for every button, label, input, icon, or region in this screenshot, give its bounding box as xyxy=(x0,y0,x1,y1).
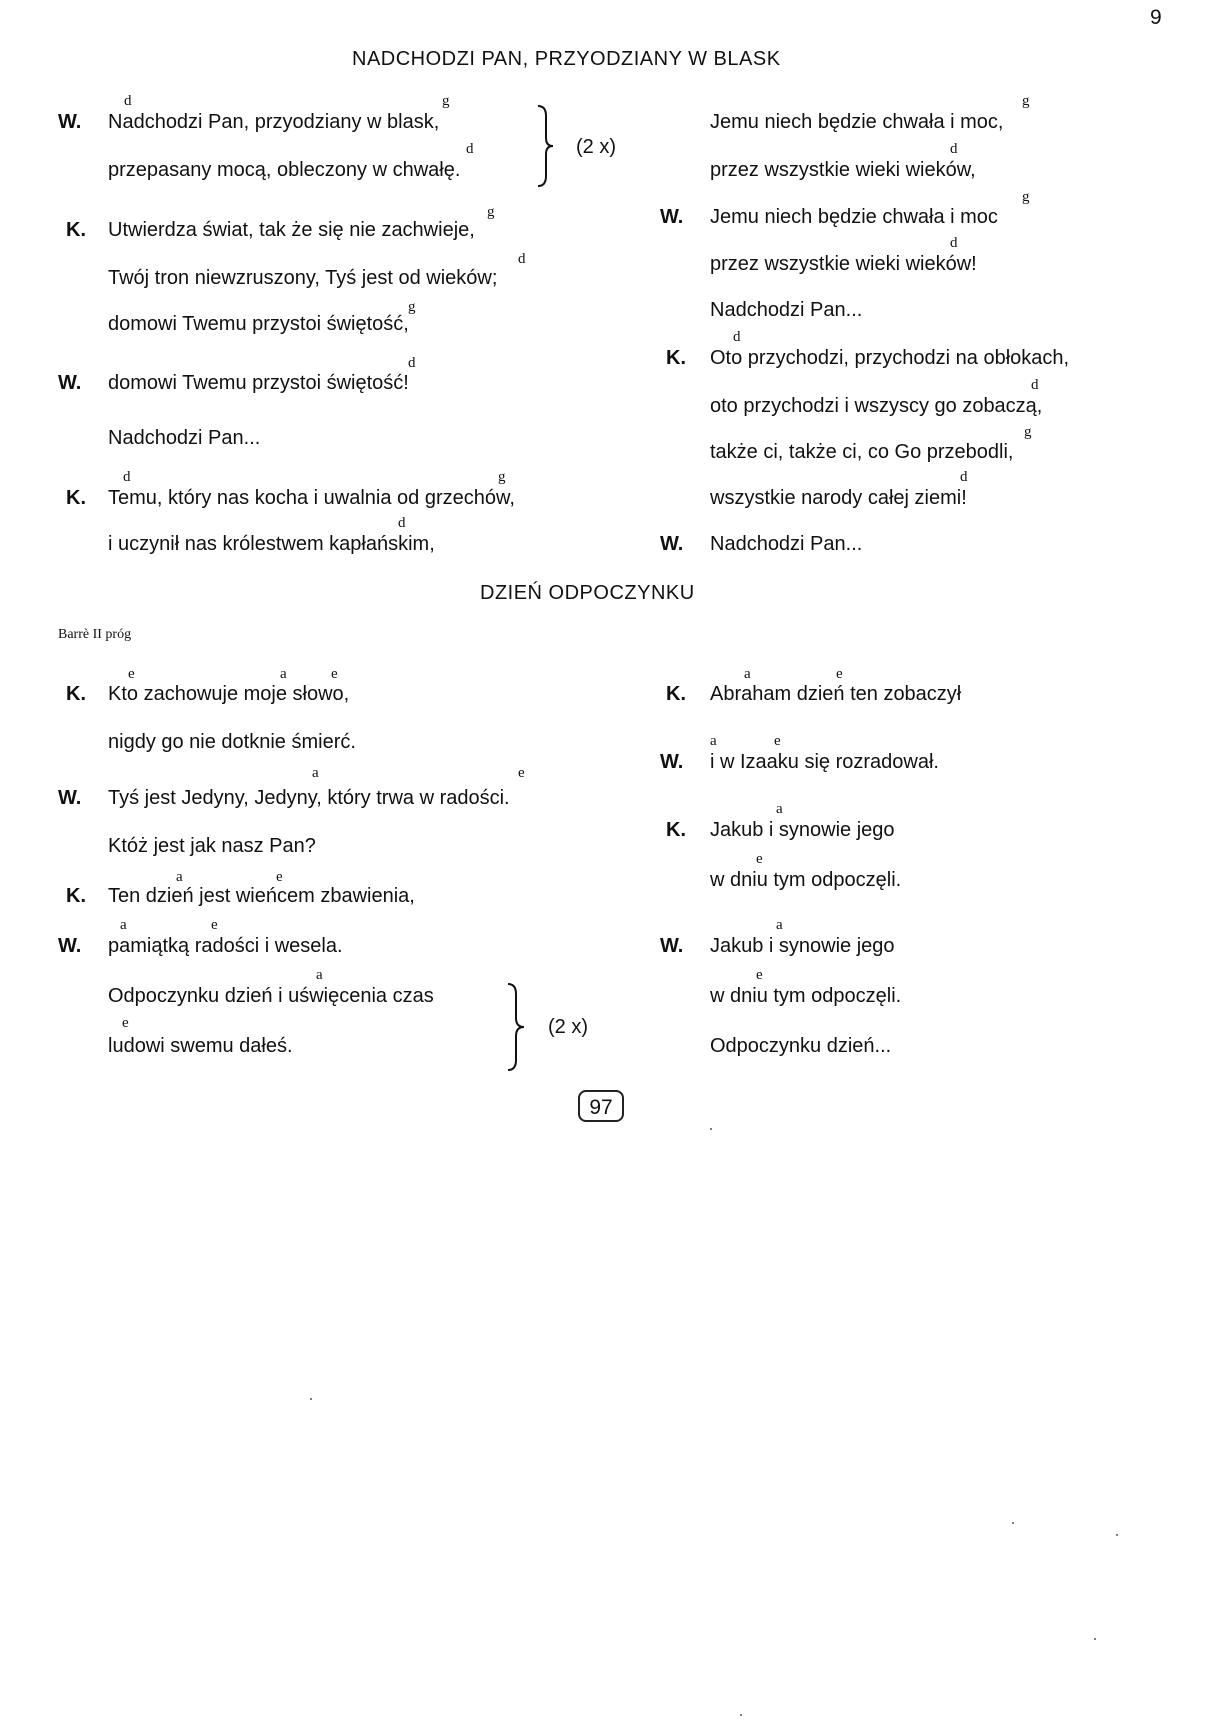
chord-marker: d xyxy=(950,141,958,157)
lyric-line: nigdy go nie dotknie śmierć. xyxy=(108,731,356,753)
chord-marker: d xyxy=(518,251,526,267)
chord-marker: e xyxy=(211,917,218,933)
speaker-label: K. xyxy=(66,487,86,509)
chord-marker: a xyxy=(710,733,717,749)
lyric-line: Nadchodzi Pan... xyxy=(108,427,261,449)
chord-marker: d xyxy=(123,469,131,485)
song-title-nadchodzi-pan: NADCHODZI PAN, PRZYODZIANY W BLASK xyxy=(352,48,781,70)
lyric-line: pamiątką radości i wesela. xyxy=(108,935,343,957)
chord-marker: g xyxy=(498,469,506,485)
repeat-marker: (2 x) xyxy=(548,1016,588,1038)
scan-speck xyxy=(1094,1638,1096,1640)
lyric-line: Ten dzień jest wieńcem zbawienia, xyxy=(108,885,415,907)
lyric-line: Tyś jest Jedyny, Jedyny, który trwa w radości. xyxy=(108,787,510,809)
lyric-line: Abraham dzień ten zobaczył xyxy=(710,683,962,705)
speaker-label: K. xyxy=(666,347,686,369)
scan-speck xyxy=(1116,1534,1118,1536)
chord-marker: e xyxy=(122,1015,129,1031)
repeat-brace xyxy=(506,982,528,1072)
scan-speck xyxy=(310,1398,312,1400)
chord-marker: g xyxy=(408,299,416,315)
chord-marker: a xyxy=(776,801,783,817)
lyric-line: Nadchodzi Pan... xyxy=(710,299,863,321)
chord-marker: d xyxy=(124,93,132,109)
lyric-line: przepasany mocą, obleczony w chwałę. xyxy=(108,159,461,181)
chord-marker: a xyxy=(312,765,319,781)
chord-marker: e xyxy=(276,869,283,885)
scan-speck xyxy=(740,1714,742,1716)
chord-marker: a xyxy=(744,666,751,682)
speaker-label: K. xyxy=(66,219,86,241)
repeat-brace xyxy=(536,104,556,188)
lyric-line: przez wszystkie wieki wieków, xyxy=(710,159,976,181)
chord-marker: e xyxy=(518,765,525,781)
lyric-line: Jemu niech będzie chwała i moc, xyxy=(710,111,1004,133)
page-number-bottom: 97 xyxy=(578,1090,624,1122)
lyric-line: domowi Twemu przystoi świętość! xyxy=(108,372,409,394)
lyric-line: Nadchodzi Pan... xyxy=(710,533,863,555)
chord-marker: e xyxy=(128,666,135,682)
lyric-line: w dniu tym odpoczęli. xyxy=(710,985,902,1007)
lyric-line: oto przychodzi i wszyscy go zobaczą, xyxy=(710,395,1043,417)
chord-marker: e xyxy=(756,851,763,867)
lyric-line: Kto zachowuje moje słowo, xyxy=(108,683,350,705)
chord-marker: d xyxy=(466,141,474,157)
chord-marker: a xyxy=(176,869,183,885)
scan-speck xyxy=(710,1128,712,1130)
speaker-label: K. xyxy=(66,683,86,705)
lyric-line: Nadchodzi Pan, przyodziany w blask, xyxy=(108,111,440,133)
chord-marker: e xyxy=(756,967,763,983)
chord-marker: e xyxy=(836,666,843,682)
chord-marker: g xyxy=(442,93,450,109)
chord-marker: d xyxy=(960,469,968,485)
lyric-line: Któż jest jak nasz Pan? xyxy=(108,835,316,857)
chord-marker: d xyxy=(1031,377,1039,393)
speaker-label: W. xyxy=(58,787,82,809)
speaker-label: W. xyxy=(660,533,684,555)
lyric-line: w dniu tym odpoczęli. xyxy=(710,869,902,891)
speaker-label: W. xyxy=(58,111,82,133)
song-title-dzien-odpoczynku: DZIEŃ ODPOCZYNKU xyxy=(480,582,695,604)
chord-marker: d xyxy=(398,515,406,531)
lyric-line: domowi Twemu przystoi świętość, xyxy=(108,313,409,335)
chord-marker: a xyxy=(280,666,287,682)
chord-marker: g xyxy=(1022,93,1030,109)
lyric-line: i w Izaaku się rozradował. xyxy=(710,751,939,773)
lyric-line: i uczynił nas królestwem kapłańskim, xyxy=(108,533,435,555)
chord-marker: e xyxy=(774,733,781,749)
lyric-line: Twój tron niewzruszony, Tyś jest od wieków; xyxy=(108,267,498,289)
speaker-label: W. xyxy=(660,935,684,957)
lyric-line: Jemu niech będzie chwała i moc xyxy=(710,206,998,228)
lyric-line: Odpoczynku dzień... xyxy=(710,1035,892,1057)
chord-marker: d xyxy=(408,355,416,371)
capo-note: Barrè II próg xyxy=(58,627,132,642)
lyric-line: przez wszystkie wieki wieków! xyxy=(710,253,977,275)
lyric-line: Oto przychodzi, przychodzi na obłokach, xyxy=(710,347,1070,369)
speaker-label: W. xyxy=(660,751,684,773)
chord-marker: g xyxy=(487,204,495,220)
lyric-line: ludowi swemu dałeś. xyxy=(108,1035,293,1057)
lyric-line: także ci, także ci, co Go przebodli, xyxy=(710,441,1014,463)
speaker-label: K. xyxy=(66,885,86,907)
lyric-line: Jakub i synowie jego xyxy=(710,819,895,841)
chord-marker: g xyxy=(1022,189,1030,205)
page-number-top: 9 xyxy=(1150,6,1162,29)
speaker-label: K. xyxy=(666,683,686,705)
chord-marker: a xyxy=(776,917,783,933)
speaker-label: K. xyxy=(666,819,686,841)
chord-marker: d xyxy=(950,235,958,251)
lyric-line: wszystkie narody całej ziemi! xyxy=(710,487,967,509)
scan-speck xyxy=(1012,1522,1014,1524)
lyric-line: Temu, który nas kocha i uwalnia od grzechów, xyxy=(108,487,515,509)
chord-marker: d xyxy=(733,329,741,345)
speaker-label: W. xyxy=(58,935,82,957)
lyric-line: Utwierdza świat, tak że się nie zachwieje, xyxy=(108,219,475,241)
chord-marker: a xyxy=(120,917,127,933)
lyric-line: Odpoczynku dzień i uświęcenia czas xyxy=(108,985,434,1007)
lyric-line: Jakub i synowie jego xyxy=(710,935,895,957)
chord-marker: g xyxy=(1024,424,1032,440)
speaker-label: W. xyxy=(660,206,684,228)
speaker-label: W. xyxy=(58,372,82,394)
chord-marker: e xyxy=(331,666,338,682)
repeat-marker: (2 x) xyxy=(576,136,616,158)
chord-marker: a xyxy=(316,967,323,983)
